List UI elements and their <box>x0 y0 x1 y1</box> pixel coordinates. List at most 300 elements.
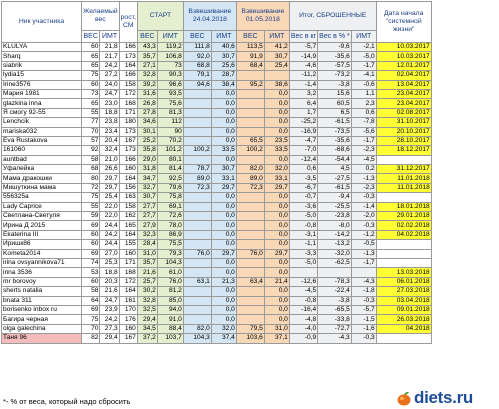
result-bmi-cell: -0,3 <box>351 334 376 343</box>
wanted-bmi-cell: 23,4 <box>100 127 119 136</box>
w1-weight-cell: 72,3 <box>183 183 211 192</box>
start-bmi-cell: 70,2 <box>157 136 183 145</box>
result-pct-cell: -61,5 <box>318 118 352 127</box>
w1-bmi-cell: 0,0 <box>211 136 236 145</box>
w2-bmi-cell: 41,2 <box>264 43 289 52</box>
w2-bmi-cell: 0,0 <box>264 127 289 136</box>
w2-weight-cell <box>236 287 264 296</box>
start-date-cell: 02.04.2017 <box>376 71 431 80</box>
start-date-cell: 02.02.2018 <box>376 221 431 230</box>
height-cell: 168 <box>119 268 137 277</box>
table-row <box>2 258 432 267</box>
wanted-weight-cell: 60 <box>82 230 100 239</box>
name-cell: siabrik <box>2 61 82 70</box>
height-cell: 162 <box>119 212 137 221</box>
subheader-start-weight: ВЕС <box>137 31 157 43</box>
wanted-weight-cell: 65 <box>82 61 100 70</box>
header-weighing-1: Взвешивание 24.04.2018 <box>183 2 236 31</box>
wanted-bmi-cell: 21,0 <box>100 155 119 164</box>
wanted-bmi-cell: 27,0 <box>100 249 119 258</box>
result-kg-cell: -3,3 <box>289 249 317 258</box>
result-bmi-cell: -1,7 <box>351 136 376 145</box>
logo-text: diets.ru <box>414 388 474 407</box>
start-bmi-cell: 85,0 <box>157 296 183 305</box>
w1-weight-cell <box>183 108 211 117</box>
result-bmi-cell: 0,6 <box>351 108 376 117</box>
result-pct-cell: -73,2 <box>318 71 352 80</box>
w1-bmi-cell: 0,0 <box>211 296 236 305</box>
table-row <box>2 165 432 174</box>
start-weight-cell: 29,4 <box>137 315 157 324</box>
w1-bmi-cell: 0,0 <box>211 268 236 277</box>
start-bmi-cell: 73 <box>157 61 183 70</box>
start-date-cell: 20.10.2017 <box>376 127 431 136</box>
name-cell: Мама дракошки <box>2 174 82 183</box>
start-bmi-cell: 81,3 <box>157 108 183 117</box>
result-kg-cell: -0,9 <box>289 334 317 343</box>
wanted-weight-cell: 69 <box>82 221 100 230</box>
result-kg-cell: -5,0 <box>289 212 317 221</box>
start-date-cell: 23.04.2017 <box>376 99 431 108</box>
w2-weight-cell <box>236 155 264 164</box>
wanted-bmi-cell: 24,2 <box>100 315 119 324</box>
wanted-weight-cell: 60 <box>82 240 100 249</box>
height-cell: 166 <box>119 71 137 80</box>
wanted-weight-cell: 74 <box>82 258 100 267</box>
w2-weight-cell: 68,4 <box>236 61 264 70</box>
name-cell: glazkina inna <box>2 99 82 108</box>
wanted-bmi-cell: 24,4 <box>100 240 119 249</box>
w2-bmi-cell: 25,4 <box>264 61 289 70</box>
w2-bmi-cell: 0,0 <box>264 99 289 108</box>
height-cell: 161 <box>119 296 137 305</box>
wanted-bmi-cell: 29,4 <box>100 334 119 343</box>
w1-weight-cell <box>183 89 211 98</box>
start-bmi-cell: 79,6 <box>157 183 183 192</box>
start-weight-cell: 32,7 <box>137 183 157 192</box>
w1-weight-cell: 68,8 <box>183 61 211 70</box>
table-row <box>2 80 432 89</box>
w2-weight-cell <box>236 212 264 221</box>
name-cell: inna 3536 <box>2 268 82 277</box>
height-cell: 176 <box>119 315 137 324</box>
table-row <box>2 268 432 277</box>
start-date-cell <box>376 193 431 202</box>
start-date-cell: 26.03.2018 <box>376 315 431 324</box>
start-weight-cell: 26,8 <box>137 99 157 108</box>
w1-weight-cell <box>183 258 211 267</box>
w1-bmi-cell: 0,0 <box>211 240 236 249</box>
start-weight-cell: 32,8 <box>137 71 157 80</box>
w1-weight-cell: 76,0 <box>183 249 211 258</box>
start-date-cell: 28.10.2017 <box>376 136 431 145</box>
w1-weight-cell <box>183 305 211 314</box>
w1-bmi-cell: 0,0 <box>211 212 236 221</box>
height-cell: 158 <box>119 80 137 89</box>
w1-weight-cell <box>183 315 211 324</box>
w1-bmi-cell: 25,6 <box>211 61 236 70</box>
wanted-weight-cell: 65 <box>82 52 100 61</box>
height-cell: 164 <box>119 287 137 296</box>
subheader-wanted-bmi: ИМТ <box>100 31 119 43</box>
name-cell: 161060 <box>2 146 82 155</box>
w1-bmi-cell: 21,3 <box>211 277 236 286</box>
start-weight-cell: 32,3 <box>137 230 157 239</box>
name-cell: mr borovoy <box>2 277 82 286</box>
result-bmi-cell: 1,1 <box>351 89 376 98</box>
wanted-bmi-cell: 24,2 <box>100 61 119 70</box>
w1-bmi-cell: 0,0 <box>211 287 236 296</box>
wanted-weight-cell: 55 <box>82 108 100 117</box>
w1-weight-cell: 79,1 <box>183 71 211 80</box>
name-cell: Irine3576 <box>2 80 82 89</box>
result-pct-cell: -9,6 <box>318 43 352 52</box>
result-bmi-cell: -1,5 <box>351 315 376 324</box>
header-weighing-2: Взвешивание 01.05.2018 <box>236 2 289 31</box>
start-weight-cell: 39,2 <box>137 80 157 89</box>
start-weight-cell: 34,6 <box>137 118 157 127</box>
start-date-cell <box>376 240 431 249</box>
start-weight-cell: 35,7 <box>137 258 157 267</box>
result-kg-cell: -0,8 <box>289 296 317 305</box>
start-weight-cell: 34,7 <box>137 174 157 183</box>
wanted-bmi-cell: 23,0 <box>100 99 119 108</box>
wanted-bmi-cell: 24,4 <box>100 221 119 230</box>
w2-bmi-cell: 0,0 <box>264 89 289 98</box>
w2-bmi-cell: 0,0 <box>264 268 289 277</box>
w1-bmi-cell: 0,0 <box>211 99 236 108</box>
result-pct-cell: 60,5 <box>318 99 352 108</box>
height-cell: 167 <box>119 136 137 145</box>
table-row <box>2 183 432 192</box>
start-weight-cell: 25,2 <box>137 136 157 145</box>
result-bmi-cell: -0,3 <box>351 221 376 230</box>
start-weight-cell: 32,8 <box>137 296 157 305</box>
result-pct-cell: 6,5 <box>318 108 352 117</box>
w2-weight-cell <box>236 268 264 277</box>
w2-bmi-cell: 0,0 <box>264 296 289 305</box>
w1-weight-cell <box>183 240 211 249</box>
result-kg-cell: 1,7 <box>289 108 317 117</box>
result-kg-cell <box>289 268 317 277</box>
height-cell: 168 <box>119 99 137 108</box>
table-row <box>2 202 432 211</box>
diets-logo[interactable] <box>396 388 496 408</box>
height-cell: 155 <box>119 240 137 249</box>
wanted-weight-cell: 64 <box>82 296 100 305</box>
result-pct-cell: -14,2 <box>318 230 352 239</box>
w1-weight-cell <box>183 221 211 230</box>
height-cell: 171 <box>119 108 137 117</box>
result-kg-cell: -4,0 <box>289 324 317 333</box>
wanted-weight-cell: 70 <box>82 324 100 333</box>
start-bmi-cell: 88,4 <box>157 324 183 333</box>
start-bmi-cell: 61,0 <box>157 268 183 277</box>
w1-bmi-cell: 29,7 <box>211 249 236 258</box>
w2-weight-cell: 76,0 <box>236 249 264 258</box>
w1-bmi-cell: 29,7 <box>211 183 236 192</box>
result-kg-cell: 6,4 <box>289 99 317 108</box>
start-date-cell: 04.02.2018 <box>376 230 431 239</box>
w1-bmi-cell: 0,0 <box>211 258 236 267</box>
name-cell: Багира черная <box>2 315 82 324</box>
start-bmi-cell: 76,0 <box>157 277 183 286</box>
w2-weight-cell: 72,3 <box>236 183 264 192</box>
start-weight-cell: 30,2 <box>137 287 157 296</box>
header-height: рост, СМ <box>119 2 137 43</box>
name-cell: Я смогу 92-55 <box>2 108 82 117</box>
result-kg-cell: -0,8 <box>289 221 317 230</box>
w2-bmi-cell: 30,7 <box>264 52 289 61</box>
subheader-result-bmi: ИМТ <box>351 31 376 43</box>
wanted-bmi-cell: 27,2 <box>100 71 119 80</box>
start-bmi-cell: 75,5 <box>157 240 183 249</box>
header-row-1 <box>2 2 432 31</box>
w2-weight-cell <box>236 315 264 324</box>
start-date-cell: 09.01.2018 <box>376 305 431 314</box>
w1-bmi-cell: 30,7 <box>211 52 236 61</box>
wanted-bmi-cell: 20,4 <box>100 136 119 145</box>
w2-bmi-cell: 23,5 <box>264 136 289 145</box>
w2-bmi-cell: 0,0 <box>264 193 289 202</box>
name-cell: Ekaterina III <box>2 230 82 239</box>
w1-bmi-cell: 37,4 <box>211 334 236 343</box>
participants-table <box>1 1 432 344</box>
wanted-weight-cell: 60 <box>82 43 100 52</box>
result-kg-cell: -0,7 <box>289 193 317 202</box>
result-kg-cell: -1,1 <box>289 240 317 249</box>
result-bmi-cell: -0,3 <box>351 296 376 305</box>
start-date-cell: 10.03.2017 <box>376 52 431 61</box>
start-bmi-cell: 106,8 <box>157 52 183 61</box>
w1-bmi-cell: 0,0 <box>211 230 236 239</box>
height-cell: 158 <box>119 202 137 211</box>
height-cell: 163 <box>119 193 137 202</box>
name-cell: olga galechina <box>2 324 82 333</box>
result-pct-cell: -72,7 <box>318 324 352 333</box>
wanted-weight-cell: 59 <box>82 212 100 221</box>
start-bmi-cell: 91,0 <box>157 315 183 324</box>
wanted-weight-cell: 80 <box>82 174 100 183</box>
name-cell: bnata 311 <box>2 296 82 305</box>
w2-weight-cell <box>236 89 264 98</box>
result-bmi-cell: -7,8 <box>351 118 376 127</box>
start-date-cell: 11.01.2018 <box>376 183 431 192</box>
w2-bmi-cell: 0,0 <box>264 221 289 230</box>
w2-bmi-cell: 0,0 <box>264 212 289 221</box>
start-date-cell: 18.01.2018 <box>376 202 431 211</box>
start-bmi-cell: 75,6 <box>157 99 183 108</box>
w1-bmi-cell: 0,0 <box>211 108 236 117</box>
wanted-weight-cell: 73 <box>82 89 100 98</box>
subheader-result-kg: Вес в кг <box>289 31 317 43</box>
footnote: *- % от веса, который надо сбросить <box>0 396 203 408</box>
wanted-bmi-cell: 24,7 <box>100 296 119 305</box>
wanted-weight-cell: 75 <box>82 71 100 80</box>
wanted-weight-cell: 82 <box>82 334 100 343</box>
header-name: Ник участника <box>2 2 82 43</box>
name-cell: Lenchcik <box>2 118 82 127</box>
start-date-cell: 27.03.2018 <box>376 287 431 296</box>
w2-weight-cell <box>236 127 264 136</box>
result-bmi-cell: -2,3 <box>351 183 376 192</box>
result-pct-cell: -68,6 <box>318 146 352 155</box>
wanted-bmi-cell: 24,0 <box>100 80 119 89</box>
name-cell: Светлана-Светуля <box>2 212 82 221</box>
start-bmi-cell: 92,5 <box>157 174 183 183</box>
w1-weight-cell: 111,8 <box>183 43 211 52</box>
result-kg-cell: -6,7 <box>289 183 317 192</box>
wanted-weight-cell: 70 <box>82 127 100 136</box>
height-cell: 164 <box>119 230 137 239</box>
wanted-weight-cell: 92 <box>82 146 100 155</box>
start-bmi-cell: 90 <box>157 127 183 136</box>
w2-bmi-cell: 0,0 <box>264 108 289 117</box>
name-cell: Sharq <box>2 52 82 61</box>
wanted-bmi-cell: 18,8 <box>100 268 119 277</box>
start-date-cell: 23.04.2017 <box>376 89 431 98</box>
name-cell: borisenko inbox ru <box>2 305 82 314</box>
name-cell: lydia15 <box>2 71 82 80</box>
w2-bmi-cell: 33,1 <box>264 174 289 183</box>
start-weight-cell: 27,7 <box>137 202 157 211</box>
w1-bmi-cell: 0,0 <box>211 202 236 211</box>
result-kg-cell: -3,1 <box>289 230 317 239</box>
start-date-cell: 02.08.2017 <box>376 108 431 117</box>
height-cell: 166 <box>119 155 137 164</box>
result-pct-cell: -3,8 <box>318 296 352 305</box>
table-row <box>2 43 432 52</box>
name-cell: sherts natalia <box>2 287 82 296</box>
height-cell: 167 <box>119 334 137 343</box>
start-date-cell: 10.03.2017 <box>376 43 431 52</box>
start-weight-cell: 35,8 <box>137 146 157 155</box>
table-row <box>2 305 432 314</box>
height-cell: 164 <box>119 61 137 70</box>
start-bmi-cell: 72,6 <box>157 212 183 221</box>
start-weight-cell: 43,3 <box>137 43 157 52</box>
wanted-bmi-cell: 21,7 <box>100 52 119 61</box>
start-bmi-cell: 93,5 <box>157 89 183 98</box>
w1-weight-cell <box>183 287 211 296</box>
subheader-w1-bmi: ИМТ <box>211 31 236 43</box>
w1-bmi-cell: 32,0 <box>211 324 236 333</box>
table-row <box>2 71 432 80</box>
start-bmi-cell: 81,4 <box>157 165 183 174</box>
w1-bmi-cell: 33,1 <box>211 174 236 183</box>
wanted-bmi-cell: 21,6 <box>100 287 119 296</box>
name-cell: KLULYA <box>2 43 82 52</box>
w1-weight-cell: 92,0 <box>183 52 211 61</box>
header-wanted: Желаемый вес <box>82 2 120 31</box>
result-bmi-cell: -0,5 <box>351 240 376 249</box>
w2-bmi-cell: 38,6 <box>264 80 289 89</box>
wanted-bmi-cell: 25,3 <box>100 258 119 267</box>
w2-weight-cell: 82,0 <box>236 165 264 174</box>
wanted-weight-cell: 69 <box>82 249 100 258</box>
name-cell: Мишуткина мама <box>2 183 82 192</box>
height-cell: 170 <box>119 305 137 314</box>
w2-weight-cell: 89,0 <box>236 174 264 183</box>
result-kg-cell: 0,6 <box>289 165 317 174</box>
w2-bmi-cell: 0,0 <box>264 287 289 296</box>
w2-bmi-cell: 32,0 <box>264 165 289 174</box>
name-cell: Eva Rustakova <box>2 136 82 145</box>
w1-weight-cell: 63,1 <box>183 277 211 286</box>
wanted-weight-cell: 57 <box>82 136 100 145</box>
start-weight-cell: 31,6 <box>137 89 157 98</box>
w1-bmi-cell: 0,0 <box>211 193 236 202</box>
result-pct-cell: 15,6 <box>318 89 352 98</box>
w2-weight-cell: 91,9 <box>236 52 264 61</box>
table-row <box>2 89 432 98</box>
table-row <box>2 324 432 333</box>
w2-weight-cell <box>236 202 264 211</box>
w1-weight-cell: 104,3 <box>183 334 211 343</box>
start-date-cell: 31.12.2017 <box>376 165 431 174</box>
height-cell: 160 <box>119 324 137 333</box>
start-bmi-cell: 104,3 <box>157 258 183 267</box>
w1-weight-cell: 78,7 <box>183 165 211 174</box>
start-weight-cell: 37,2 <box>137 334 157 343</box>
name-cell: Таня 96 <box>2 334 82 343</box>
start-date-cell: 03.04.2018 <box>376 296 431 305</box>
start-weight-cell: 28,4 <box>137 240 157 249</box>
height-cell: 164 <box>119 174 137 183</box>
result-bmi-cell: -1,6 <box>351 324 376 333</box>
w1-bmi-cell: 0,0 <box>211 118 236 127</box>
start-date-cell: 29.01.2018 <box>376 212 431 221</box>
wanted-weight-cell: 65 <box>82 99 100 108</box>
result-bmi-cell: -4,3 <box>351 277 376 286</box>
name-cell: Уфалейка <box>2 165 82 174</box>
start-weight-cell: 25,7 <box>137 277 157 286</box>
name-cell: Lady Caprice <box>2 202 82 211</box>
w1-weight-cell <box>183 296 211 305</box>
result-kg-cell: -16,4 <box>289 305 317 314</box>
result-pct-cell: -22,4 <box>318 287 352 296</box>
height-cell: 171 <box>119 258 137 267</box>
subheader-w2-weight: ВЕС <box>236 31 264 43</box>
w2-bmi-cell: 31,0 <box>264 324 289 333</box>
result-pct-cell: -35,6 <box>318 52 352 61</box>
header-start-date: Дата начала "системной жизни" <box>376 2 431 43</box>
start-date-cell <box>376 249 431 258</box>
height-cell: 160 <box>119 249 137 258</box>
w1-bmi-cell: 0,0 <box>211 315 236 324</box>
subheader-wanted-weight: ВЕС <box>82 31 100 43</box>
result-bmi-cell: -1,8 <box>351 287 376 296</box>
start-bmi-cell: 86,9 <box>157 230 183 239</box>
start-bmi-cell: 112 <box>157 118 183 127</box>
result-kg-cell: -7,0 <box>289 146 317 155</box>
w1-bmi-cell: 0,0 <box>211 155 236 164</box>
start-date-cell <box>376 334 431 343</box>
w1-bmi-cell: 0,0 <box>211 127 236 136</box>
result-kg-cell: -4,7 <box>289 136 317 145</box>
table-row <box>2 127 432 136</box>
start-weight-cell: 21,6 <box>137 268 157 277</box>
table-row <box>2 240 432 249</box>
w2-weight-cell <box>236 221 264 230</box>
result-bmi-cell <box>351 268 376 277</box>
table-row <box>2 52 432 61</box>
w2-weight-cell: 95,2 <box>236 80 264 89</box>
start-date-cell: 31.10.2017 <box>376 118 431 127</box>
w2-bmi-cell <box>264 71 289 80</box>
wanted-weight-cell: 53 <box>82 268 100 277</box>
result-kg-cell: -1,4 <box>289 80 317 89</box>
